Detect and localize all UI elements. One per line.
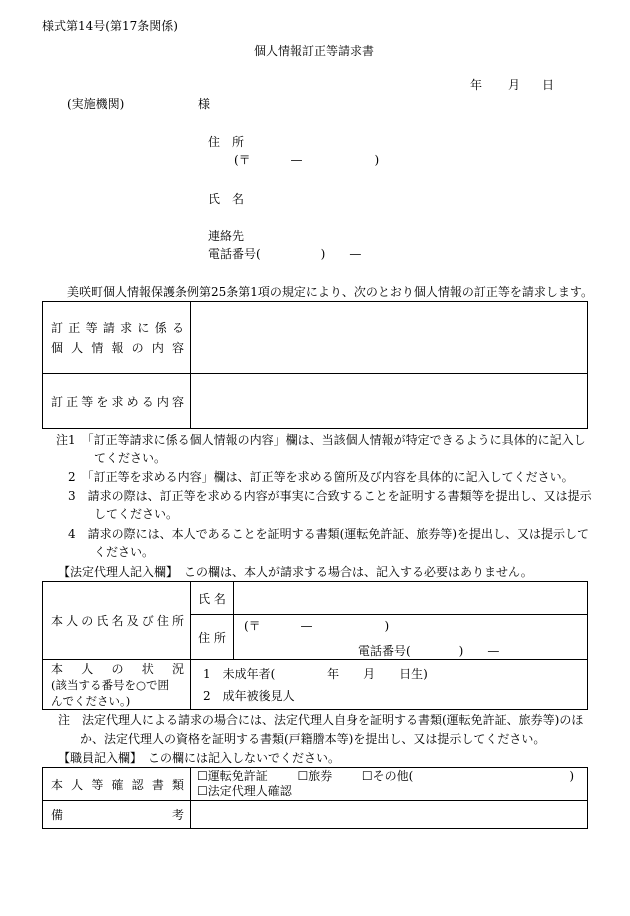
form-number: 様式第14号(第17条関係) bbox=[42, 19, 178, 33]
principal-label-text: 本人の氏名及び住所 bbox=[51, 614, 184, 628]
other-checkbox[interactable]: ☐ bbox=[361, 769, 373, 783]
agent-address-field[interactable] bbox=[234, 615, 588, 660]
agent-table bbox=[42, 581, 588, 710]
status-label-line1: 本人の状況 bbox=[51, 661, 184, 676]
passport-label: 旅券 bbox=[308, 769, 333, 783]
remarks-label bbox=[43, 801, 191, 829]
id-document-label bbox=[43, 768, 191, 801]
remarks-field[interactable] bbox=[191, 801, 588, 829]
applicant-name-label: 氏 名 bbox=[208, 192, 245, 206]
agent-name-label: 氏 名 bbox=[191, 582, 234, 615]
request-table bbox=[42, 301, 588, 429]
date-month-label: 月 bbox=[508, 78, 521, 92]
note-1-line1: 注1 「訂正等請求に係る個人情報の内容」欄は、当該個人情報が特定できるように具体的に記入し bbox=[56, 433, 586, 447]
recipient-honorific: 様 bbox=[198, 97, 211, 111]
note-3-line2: してください。 bbox=[94, 507, 179, 521]
principal-label bbox=[43, 582, 191, 660]
date-day-label: 日 bbox=[542, 78, 555, 92]
applicant-contact-label: 連絡先 bbox=[208, 229, 245, 243]
request-info-label-line1: 訂正等請求に係る bbox=[51, 320, 184, 335]
agent-postal: (〒 — ) bbox=[244, 619, 390, 633]
correction-content-label bbox=[43, 374, 191, 429]
agent-note-line2: か、法定代理人の資格を証明する書類(戸籍謄本等)を提出し、又は提示してください。 bbox=[80, 732, 546, 746]
note-4-line1: 4 請求の際には、本人であることを証明する書類(運転免許証、旅券等)を提出し、又は提示して bbox=[68, 527, 590, 541]
intro-text: 美咲町個人情報保護条例第25条第1項の規定により、次のとおり個人情報の訂正等を請求します。 bbox=[67, 285, 593, 299]
note-3-line1: 3 請求の際は、訂正等を求める内容が事実に合致することを証明する書類等を提出し、又は提示 bbox=[68, 489, 592, 503]
license-checkbox[interactable]: ☐ bbox=[197, 769, 208, 783]
table-row bbox=[43, 801, 588, 829]
status-label-line2: (該当する番号を○で囲 bbox=[51, 677, 170, 692]
id-document-options bbox=[191, 768, 588, 801]
status-options bbox=[191, 660, 588, 710]
table-row bbox=[43, 582, 588, 615]
license-label: 運転免許証 bbox=[207, 769, 268, 783]
correction-content-label-text: 訂正等を求める内容 bbox=[51, 394, 184, 409]
correction-content-field[interactable] bbox=[191, 374, 588, 429]
staff-section-header: 【職員記入欄】 この欄には記入しないでください。 bbox=[58, 751, 341, 765]
note-4-line2: ください。 bbox=[94, 545, 155, 559]
status-option-ward[interactable]: 2 成年被後見人 bbox=[203, 688, 295, 703]
request-info-label bbox=[43, 302, 191, 374]
staff-table bbox=[42, 767, 588, 829]
table-row bbox=[43, 302, 588, 374]
date-year-label: 年 bbox=[470, 78, 483, 92]
agent-note-line1: 注 法定代理人による請求の場合には、法定代理人自身を証明する書類(運転免許証、旅券等)のほ bbox=[58, 713, 584, 727]
request-info-field[interactable] bbox=[191, 302, 588, 374]
table-row bbox=[43, 374, 588, 429]
recipient-org: (実施機関) bbox=[67, 97, 125, 111]
passport-checkbox[interactable]: ☐ bbox=[297, 769, 309, 783]
applicant-address-label: 住 所 bbox=[208, 135, 245, 149]
agent-confirm-checkbox[interactable]: ☐ bbox=[197, 784, 208, 798]
request-info-label-line2: 個人情報の内容 bbox=[51, 340, 184, 355]
status-label-line3: んでください。) bbox=[51, 693, 131, 708]
id-document-label-text: 本人等確認書類 bbox=[51, 777, 184, 792]
table-row bbox=[43, 660, 588, 710]
status-label bbox=[43, 660, 191, 710]
agent-section-header: 【法定代理人記入欄】 この欄は、本人が請求する場合は、記入する必要はありません。 bbox=[58, 565, 533, 579]
agent-name-field[interactable] bbox=[234, 582, 588, 615]
applicant-phone: 電話番号( ) — bbox=[208, 247, 362, 261]
applicant-postal: (〒 — ) bbox=[234, 153, 380, 167]
other-label: その他( ) bbox=[372, 769, 575, 783]
table-row bbox=[43, 768, 588, 801]
remarks-label-1: 備 bbox=[51, 808, 64, 822]
agent-address-label: 住 所 bbox=[191, 615, 234, 660]
note-1-line2: てください。 bbox=[94, 451, 167, 465]
document-title: 個人情報訂正等請求書 bbox=[254, 44, 375, 58]
agent-confirm-label: 法定代理人確認 bbox=[207, 784, 292, 798]
status-option-minor[interactable]: 1 未成年者( 年 月 日生) bbox=[203, 666, 428, 681]
agent-phone: 電話番号( ) — bbox=[358, 644, 500, 658]
remarks-label-2: 考 bbox=[171, 808, 184, 822]
note-2: 2 「訂正等を求める内容」欄は、訂正等を求める箇所及び内容を具体的に記入してください。 bbox=[68, 470, 574, 484]
